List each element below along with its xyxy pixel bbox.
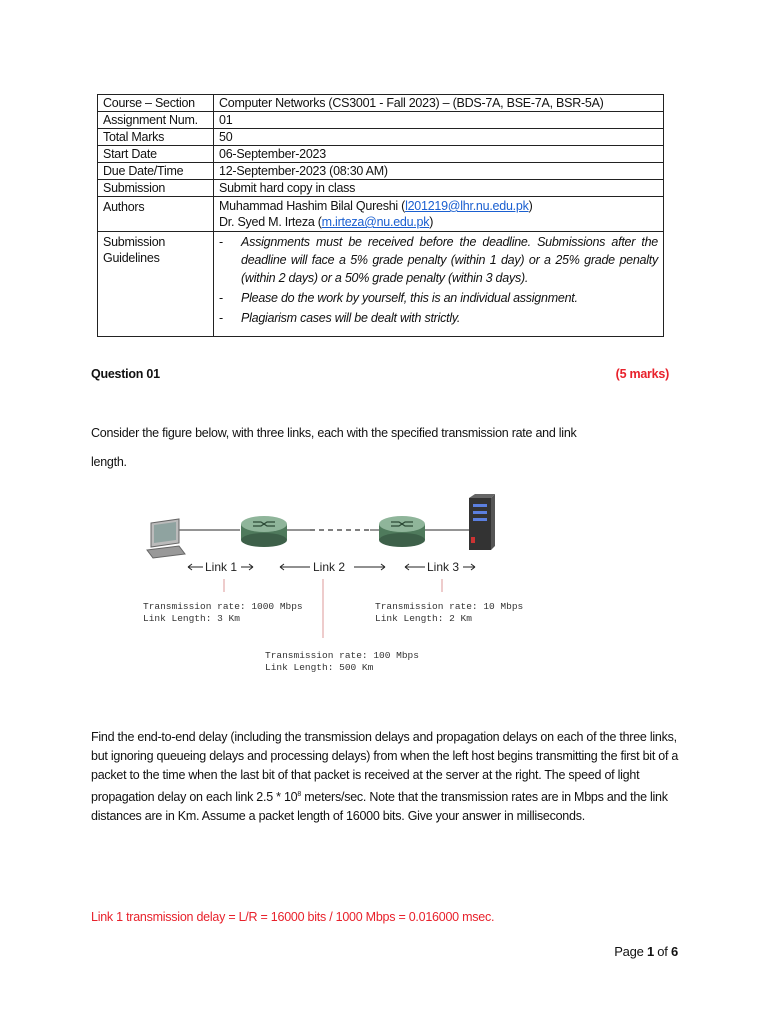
total-pages: 6 (671, 944, 678, 959)
paren: ) (528, 199, 533, 213)
table-row (98, 163, 664, 180)
authors-row (98, 197, 664, 232)
page-of: of (653, 944, 672, 959)
row-value: Computer Networks (CS3001 - Fall 2023) – (BDS-7A, BSE-7A, BSR-5A) (214, 95, 664, 112)
host-computer-icon (147, 519, 185, 558)
row-label: Assignment Num. (98, 112, 214, 129)
paren: ) (429, 215, 434, 229)
body-text: meters/sec. Note that the transmission rates are in Mbps and the link distances are in Km. Assume a packet length of 16000 bits. Give your answer in milliseconds. (91, 790, 668, 824)
row-label: Start Date (98, 146, 214, 163)
current-page: 1 (646, 944, 654, 959)
table-row (98, 95, 664, 112)
guideline-text: Assignments must be received before the deadline. Submissions after the deadline will face a 5% grade penalty (within 1 day) or a 25% grade penalty (within 2 days) or a 50% grade penalty (within 3 days). (241, 235, 658, 285)
exponent: 8 (297, 791, 302, 798)
table-row (98, 129, 664, 146)
row-value: 01 (214, 112, 664, 129)
row-label: Guidelines (103, 251, 160, 265)
bullet-dash: - (219, 291, 223, 305)
table-row (98, 112, 664, 129)
page-number (614, 944, 678, 959)
question-marks: (5 marks) (615, 367, 669, 381)
guideline-item (219, 233, 658, 287)
answer-line: Link 1 transmission delay = L/R = 16000 bits / 1000 Mbps = 0.016000 msec. (91, 910, 495, 924)
router-1-icon (241, 516, 287, 547)
row-label: Course – Section (98, 95, 214, 112)
guideline-item (219, 289, 658, 307)
question-body (91, 728, 681, 826)
intro-line-2: length. (91, 455, 127, 469)
author2-email-link[interactable]: m.irteza@nu.edu.pk (321, 215, 430, 229)
table-row (98, 180, 664, 197)
link-2-rate: Transmission rate: 100 Mbps (265, 650, 419, 661)
link-2-length: Link Length: 500 Km (265, 662, 374, 673)
question-title: Question 01 (91, 367, 160, 381)
guideline-text: Plagiarism cases will be dealt with strictly. (241, 311, 461, 325)
network-diagram (135, 492, 535, 682)
link-labels (188, 560, 475, 574)
row-value: 12-September-2023 (08:30 AM) (214, 163, 664, 180)
link-3-label: Link 3 (427, 560, 460, 574)
router-2-icon (379, 516, 425, 547)
guidelines-row (98, 232, 664, 337)
row-label: Total Marks (98, 129, 214, 146)
page-prefix: Page (614, 944, 647, 959)
link-1-label: Link 1 (205, 560, 238, 574)
intro-line-1: Consider the figure below, with three links, each with the specified transmission rate and link (91, 426, 577, 440)
link-3-length: Link Length: 2 Km (375, 613, 472, 624)
table-row (98, 146, 664, 163)
link-1-length: Link Length: 3 Km (143, 613, 240, 624)
link-1-rate: Transmission rate: 1000 Mbps (143, 601, 303, 612)
guideline-text: Please do the work by yourself, this is an individual assignment. (241, 291, 578, 305)
server-icon (469, 494, 495, 550)
link-2-label: Link 2 (313, 560, 346, 574)
row-value: Submit hard copy in class (214, 180, 664, 197)
row-value: 50 (214, 129, 664, 146)
row-label: Authors (98, 197, 214, 232)
body-text: Find the end-to-end delay (including the transmission delays and propagation delays on each of the three links, but ignoring queueing delays and processing delays) from when the left host begins transmitting the first bit of a packet to the time when the last bit of that packet is received at the server at the right. The speed of light propagation delay on each link 2.5 * 10 (91, 730, 679, 805)
row-label: Submission (103, 235, 166, 249)
author-name: Dr. Syed M. Irteza ( (219, 215, 322, 229)
row-label: Due Date/Time (98, 163, 214, 180)
row-value: 06-September-2023 (214, 146, 664, 163)
bullet-dash: - (219, 235, 223, 249)
bullet-dash: - (219, 311, 223, 325)
row-label: Submission (98, 180, 214, 197)
link-3-rate: Transmission rate: 10 Mbps (375, 601, 524, 612)
guideline-item (219, 309, 658, 327)
author1-email-link[interactable]: l201219@lhr.nu.edu.pk (405, 199, 529, 213)
author-name: Muhammad Hashim Bilal Qureshi ( (219, 199, 406, 213)
assignment-info-table (97, 94, 664, 337)
